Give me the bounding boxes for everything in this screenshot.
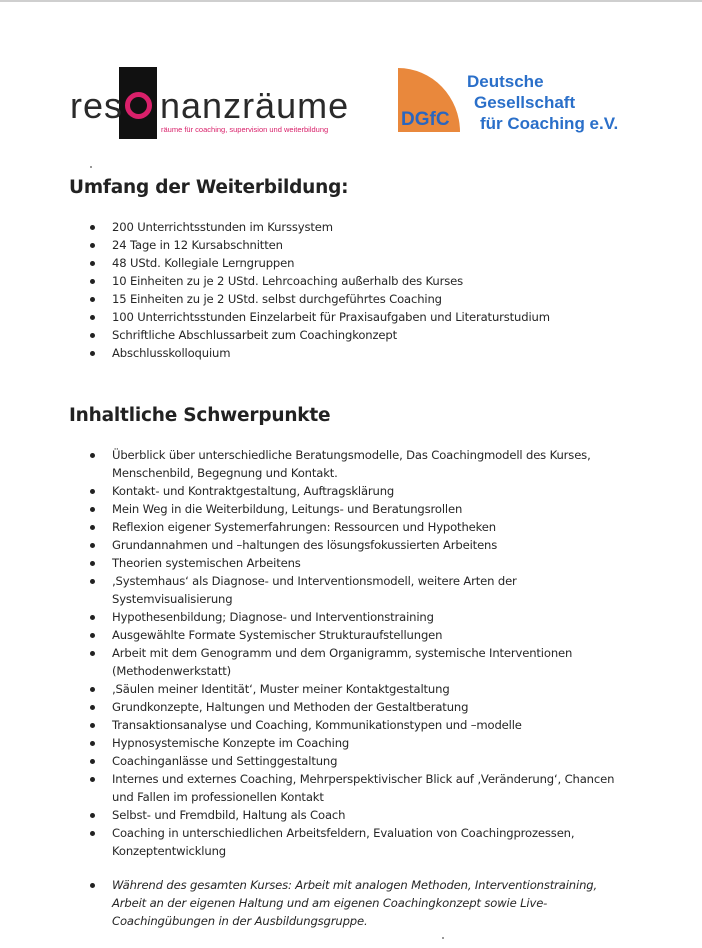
list-item (0, 572, 702, 608)
list-item-text: Internes und externes Coaching, Mehrperspektivischer Blick auf ‚Veränderung‘, Chancen und Fallen im professionellen Kontakt (112, 772, 615, 804)
list-item-text: Grundkonzepte, Haltungen und Methoden der Gestaltberatung (112, 700, 469, 714)
section-title-umfang: Umfang der Weiterbildung: (69, 177, 349, 198)
bullet-icon (90, 525, 95, 530)
bullet-icon (90, 225, 95, 230)
bullet-icon (90, 759, 95, 764)
bullet-icon (90, 507, 95, 512)
list-item-text: ‚Säulen meiner Identität‘, Muster meiner Kontaktgestaltung (112, 682, 450, 696)
list-item-text: 24 Tage in 12 Kursabschnitten (112, 238, 283, 252)
list-item-text: Selbst- und Fremdbild, Haltung als Coach (112, 808, 346, 822)
list-item (0, 734, 702, 752)
resonanzraeume-logo (70, 67, 360, 139)
list-item-text: Hypothesenbildung; Diagnose- und Interventionstraining (112, 610, 434, 624)
list-item-text: Überblick über unterschiedliche Beratungsmodelle, Das Coachingmodell des Kurses, Menschenbild, Begegnung und Kontakt. (112, 448, 591, 480)
list-item (0, 608, 702, 626)
bullet-icon (90, 543, 95, 548)
list-item-text: Hypnosystemische Konzepte im Coaching (112, 736, 350, 750)
list-item-text: Abschlusskolloquium (112, 346, 231, 360)
list-item (0, 518, 702, 536)
page-top-border (0, 0, 702, 2)
bullet-icon (90, 333, 95, 338)
list-item-text: 10 Einheiten zu je 2 UStd. Lehrcoaching außerhalb des Kurses (112, 274, 463, 288)
list-item-text: 200 Unterrichtsstunden im Kurssystem (112, 220, 333, 234)
bullet-icon (90, 831, 95, 836)
list-item-text: Während des gesamten Kurses: Arbeit mit analogen Methoden, Interventionstraining, Arbeit an der eigenen Haltung und am eigenen Coachingkonzept sowie Live-Coachingübungen in der Ausbildungsgruppe. (112, 878, 598, 928)
logo-tagline: räume für coaching, supervision und weiterbildung (161, 125, 329, 134)
bullet-icon (90, 579, 95, 584)
dgfc-name-line: Gesellschaft (474, 93, 576, 112)
logo-pink-ring-icon (125, 92, 152, 119)
bullet-icon (90, 813, 95, 818)
list-item (0, 554, 702, 572)
list-item (0, 770, 702, 806)
bullet-icon (90, 705, 95, 710)
bullet-icon (90, 561, 95, 566)
logo-text-right: nanzräume (160, 85, 350, 126)
list-item (0, 536, 702, 554)
list-item-text: Theorien systemischen Arbeitens (112, 556, 301, 570)
list-item (0, 344, 702, 362)
list-item (0, 824, 702, 860)
bullet-icon (90, 723, 95, 728)
section-title-inhalt: Inhaltliche Schwerpunkte (69, 405, 331, 426)
list-item-text: Coachinganlässe und Settinggestaltung (112, 754, 338, 768)
bullet-icon (90, 687, 95, 692)
scan-speck (90, 166, 92, 168)
list-item-text: Transaktionsanalyse und Coaching, Kommunikationstypen und –modelle (112, 718, 522, 732)
dgfc-abbreviation: DGfC (401, 109, 450, 130)
list-item (0, 500, 702, 518)
list-item (0, 806, 702, 824)
bullet-icon (90, 651, 95, 656)
list-item-text: Kontakt- und Kontraktgestaltung, Auftragsklärung (112, 484, 395, 498)
bullet-icon (90, 243, 95, 248)
dgfc-logo (398, 68, 638, 138)
bullet-icon (90, 777, 95, 782)
list-item (0, 644, 702, 680)
bullet-icon (90, 883, 95, 888)
note-list (0, 876, 702, 930)
bullet-icon (90, 615, 95, 620)
list-item-text: Grundannahmen und –haltungen des lösungsfokussierten Arbeitens (112, 538, 498, 552)
scan-speck (442, 937, 444, 939)
list-item (0, 876, 702, 930)
dgfc-name (467, 71, 618, 134)
list-item-text: ‚Systemhaus‘ als Diagnose- und Interventionsmodell, weitere Arten der Systemvisualisierung (112, 574, 517, 606)
bullet-icon (90, 453, 95, 458)
list-item (0, 236, 702, 254)
bullet-icon (90, 315, 95, 320)
list-item (0, 626, 702, 644)
list-item-text: Reflexion eigener Systemerfahrungen: Ressourcen und Hypotheken (112, 520, 496, 534)
umfang-list (0, 218, 702, 362)
bullet-icon (90, 297, 95, 302)
list-item (0, 308, 702, 326)
list-item (0, 446, 702, 482)
list-item-text: Coaching in unterschiedlichen Arbeitsfeldern, Evaluation von Coachingprozessen, Konzeptentwicklung (112, 826, 575, 858)
list-item-text: 100 Unterrichtsstunden Einzelarbeit für Praxisaufgaben und Literaturstudium (112, 310, 550, 324)
list-item (0, 326, 702, 344)
list-item (0, 716, 702, 734)
list-item-text: Schriftliche Abschlussarbeit zum Coachingkonzept (112, 328, 398, 342)
list-item-text: Mein Weg in die Weiterbildung, Leitungs- und Beratungsrollen (112, 502, 463, 516)
dgfc-name-line: für Coaching e.V. (480, 114, 619, 133)
list-item-text: Arbeit mit dem Genogramm und dem Organigramm, systemische Interventionen (Methodenwerkstatt) (112, 646, 573, 678)
list-item (0, 272, 702, 290)
list-item (0, 290, 702, 308)
list-item (0, 254, 702, 272)
inhalt-list (0, 446, 702, 860)
bullet-icon (90, 633, 95, 638)
bullet-icon (90, 351, 95, 356)
list-item (0, 752, 702, 770)
dgfc-name-line: Deutsche (467, 72, 544, 91)
bullet-icon (90, 279, 95, 284)
bullet-icon (90, 261, 95, 266)
logo-text-left: res (70, 85, 124, 126)
list-item (0, 698, 702, 716)
bullet-icon (90, 741, 95, 746)
list-item-text: 48 UStd. Kollegiale Lerngruppen (112, 256, 295, 270)
bullet-icon (90, 489, 95, 494)
list-item-text: Ausgewählte Formate Systemischer Strukturaufstellungen (112, 628, 443, 642)
list-item (0, 482, 702, 500)
list-item (0, 680, 702, 698)
list-item (0, 218, 702, 236)
list-item-text: 15 Einheiten zu je 2 UStd. selbst durchgeführtes Coaching (112, 292, 442, 306)
